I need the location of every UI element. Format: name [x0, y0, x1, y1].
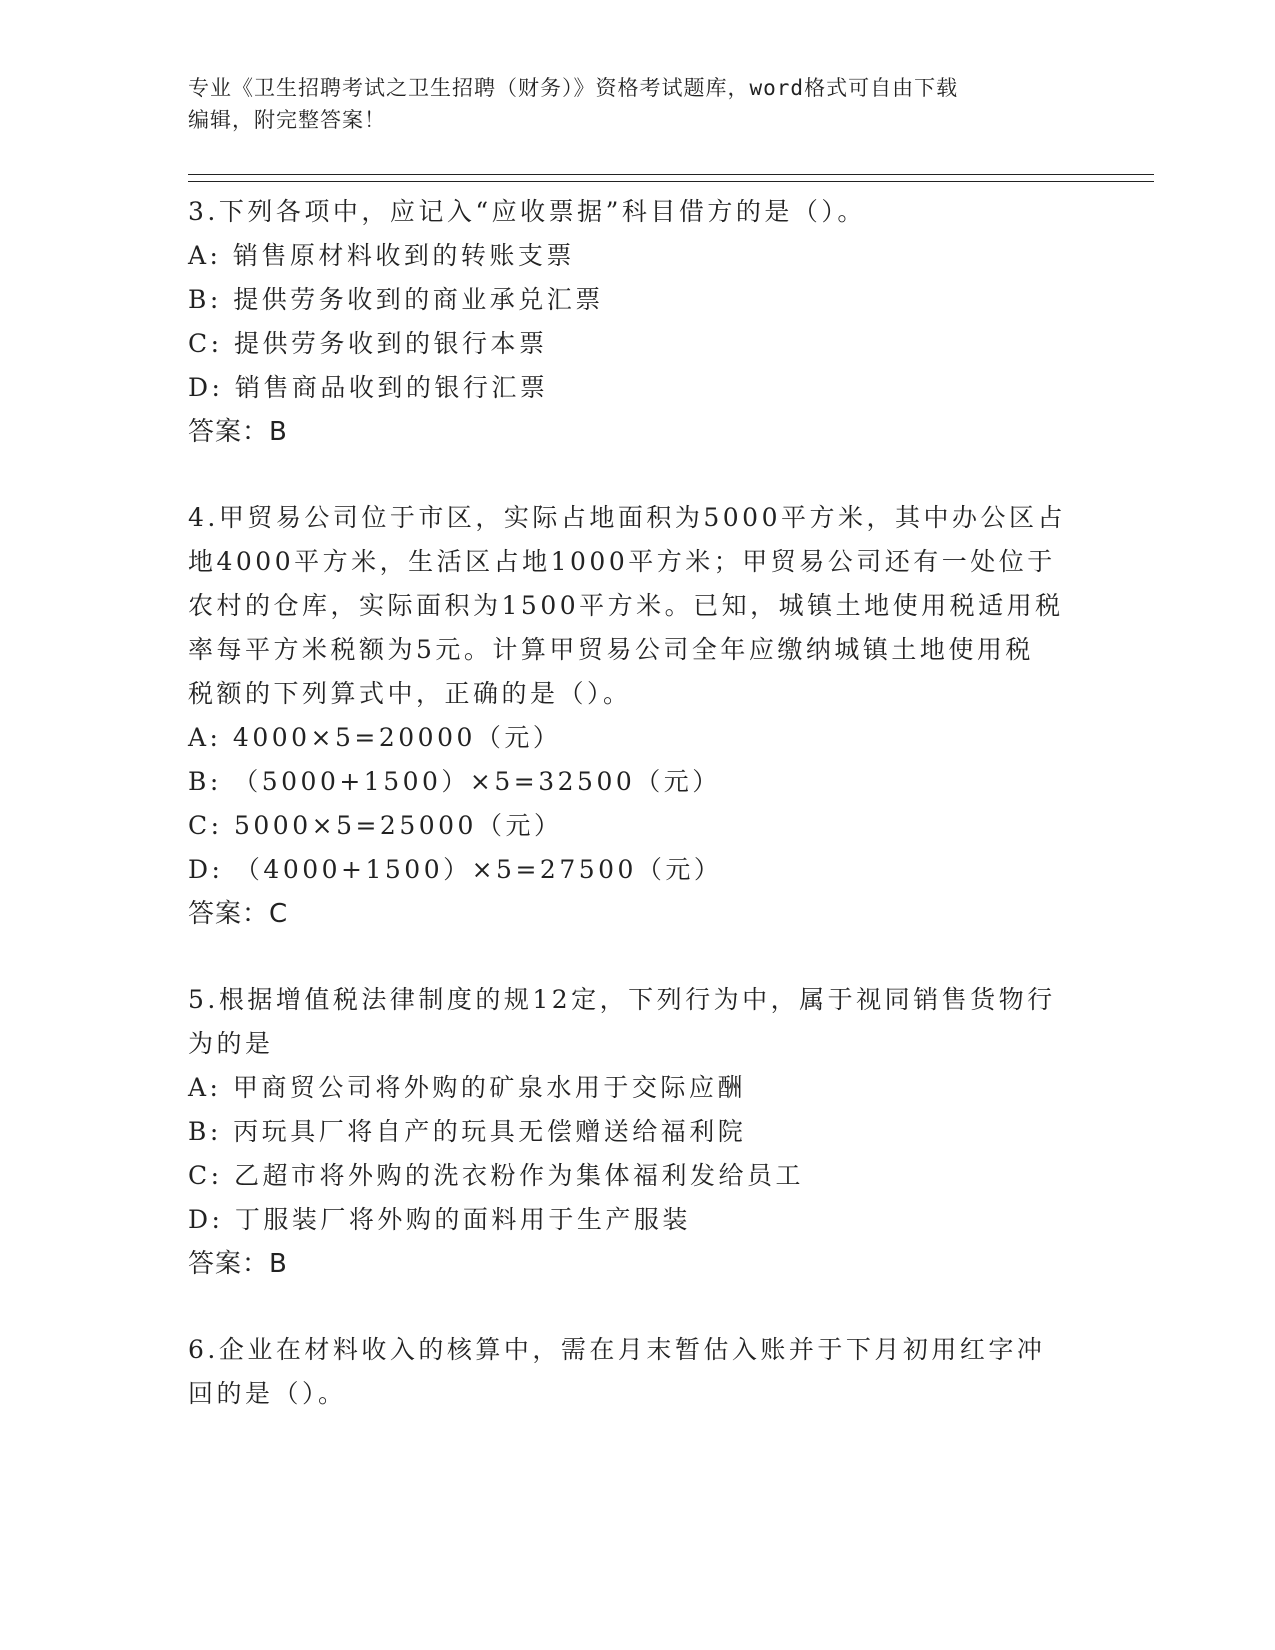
question-stem-line: 6.企业在材料收入的核算中，需在月末暂估入账并于下月初用红字冲	[188, 1335, 1046, 1364]
option-d: D: 丁服装厂将外购的面料用于生产服装	[188, 1205, 691, 1234]
header-text	[188, 72, 1088, 136]
option-a: A: 4000×5=20000（元）	[188, 723, 562, 752]
answer-label: 答案：B	[188, 1249, 288, 1279]
header-line-2: 编辑，附完整答案！	[188, 108, 386, 132]
question-stem-line: 3.下列各项中，应记入“应收票据”科目借方的是（）。	[188, 197, 866, 226]
option-a: A: 甲商贸公司将外购的矿泉水用于交际应酬	[188, 1073, 746, 1102]
header-divider-bottom	[188, 181, 1154, 182]
header-line-1: 专业《卫生招聘考试之卫生招聘（财务）》资格考试题库，word格式可自由下载	[188, 76, 959, 100]
question-stem-line: 税额的下列算式中，正确的是（）。	[188, 679, 632, 708]
option-c: C: 提供劳务收到的银行本票	[188, 329, 548, 358]
question-stem-line: 回的是（）。	[188, 1379, 347, 1408]
question-stem-line: 5.根据增值税法律制度的规12定，下列行为中，属于视同销售货物行	[188, 985, 1056, 1014]
option-d: D: （4000+1500）×5=27500（元）	[188, 855, 723, 884]
answer-label: 答案：C	[188, 899, 289, 929]
option-b: B: 提供劳务收到的商业承兑汇票	[188, 285, 604, 314]
option-b: B: 丙玩具厂将自产的玩具无偿赠送给福利院	[188, 1117, 747, 1146]
question-stem-line: 4.甲贸易公司位于市区，实际占地面积为5000平方米，其中办公区占	[188, 503, 1066, 532]
header-divider-top	[188, 174, 1154, 175]
option-c: C: 5000×5=25000（元）	[188, 811, 563, 840]
question-stem-line: 为的是	[188, 1029, 274, 1058]
option-d: D: 销售商品收到的银行汇票	[188, 373, 549, 402]
option-c: C: 乙超市将外购的洗衣粉作为集体福利发给员工	[188, 1161, 804, 1190]
answer-label: 答案：B	[188, 417, 288, 447]
question-stem-line: 地4000平方米，生活区占地1000平方米；甲贸易公司还有一处位于	[188, 547, 1056, 576]
option-a: A: 销售原材料收到的转账支票	[188, 241, 575, 270]
option-b: B: （5000+1500）×5=32500（元）	[188, 767, 721, 796]
question-stem-line: 农村的仓库，实际面积为1500平方米。已知，城镇土地使用税适用税	[188, 591, 1064, 620]
question-stem-line: 率每平方米税额为5元。计算甲贸易公司全年应缴纳城镇土地使用税	[188, 635, 1034, 664]
